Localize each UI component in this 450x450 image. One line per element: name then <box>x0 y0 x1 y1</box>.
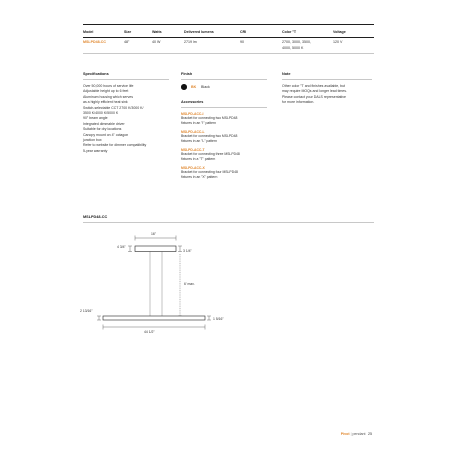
accessory-code: MSLPD-ACC-X <box>181 166 205 170</box>
spec-item: Integrated dimmable driver <box>83 121 125 126</box>
accessory-description: Bracket for connecting three MSLPD48 <box>181 152 240 156</box>
note-line: Please contact your DALS representative <box>282 94 347 99</box>
footer-page-number: 25 <box>368 432 372 436</box>
spec-item: 3500 K/4000 K/5000 K <box>83 111 119 116</box>
spec-item: Switch-selectable CCT 2700 K/3000 K/ <box>83 105 144 110</box>
accessory-code: MSLPD-ACC-L <box>181 130 205 134</box>
col-header-voltage: Voltage <box>333 30 346 34</box>
dim-cable-length: 6' max. <box>184 282 195 286</box>
spec-item: 90° beam angle <box>83 116 108 121</box>
col-header-size: Size <box>124 30 132 34</box>
spec-item: as a highly efficient heat sink <box>83 100 128 105</box>
dim-fixture-depth: 1 5/16" <box>213 317 224 321</box>
accessory-code: MSLPD-ACC-I <box>181 112 204 116</box>
cell-voltage: 120 V <box>333 40 343 44</box>
spec-item: Refer to website for dimmer compatibility <box>83 143 147 148</box>
dim-fixture-height: 2 13/16" <box>80 309 93 313</box>
accessory-description: fixtures in an "X" pattern <box>181 174 218 179</box>
note-heading: Note <box>282 72 291 76</box>
dim-canopy-height: 4 3/4" <box>117 245 126 249</box>
spec-item: Aluminum housing which serves <box>83 94 133 99</box>
note-line: Other color °T and finishes available, but <box>282 84 346 88</box>
specifications-heading: Specifications <box>83 72 109 76</box>
accessory-description: Bracket for connecting two MSLPD48 <box>181 134 238 138</box>
accessories-heading: Accessories <box>181 100 204 104</box>
col-header-color: Color °T <box>282 30 297 34</box>
cell-watts: 40 W <box>152 40 161 44</box>
cell-size: 48" <box>124 40 130 44</box>
accessory-code: MSLPD-ACC-T <box>181 148 205 152</box>
spec-item: Over 50,000 hours of service life <box>83 84 134 88</box>
footer-separator: | <box>350 432 353 436</box>
note-line: for more information. <box>282 100 315 105</box>
page-footer <box>300 432 372 436</box>
finish-code: BK <box>191 85 197 89</box>
accessory-description: Bracket for connecting two MSLPD48 <box>181 116 238 120</box>
accessory-description: Bracket for connecting four MSLPD48 <box>181 170 238 174</box>
cell-cri: 90 <box>240 40 244 44</box>
finish-heading: Finish <box>181 72 193 76</box>
accessory-description: fixtures in a "T" pattern <box>181 156 216 161</box>
spec-item: Suitable for dry locations <box>83 127 122 132</box>
cell-color-t-2: 4000, 5000 K <box>282 45 304 50</box>
col-header-watts: Watts <box>152 30 162 34</box>
dim-fixture-length: 44 1/2" <box>144 330 155 334</box>
accessory-description: fixtures in an "I" pattern <box>181 120 217 125</box>
diagram-title: MSLPD48-CC <box>83 215 108 219</box>
footer-section: pendant <box>352 432 366 436</box>
finish-name: Black <box>201 85 210 89</box>
col-header-cri: CRI <box>240 30 247 34</box>
fixture-body <box>103 316 205 320</box>
col-header-model: Model <box>83 30 94 34</box>
note-line: may require MOQs and longer lead times. <box>282 89 347 94</box>
spec-item: junction box <box>83 138 102 143</box>
dim-canopy-width: 16" <box>151 232 156 236</box>
cell-lumens: 2719 lm <box>184 40 197 44</box>
spec-item: Canopy mount on 4" octagon <box>83 132 129 137</box>
spec-item: Adjustable height up to 6 feet <box>83 89 129 94</box>
accessory-description: fixtures in an "L" pattern <box>181 138 217 143</box>
cell-model: MSLPD48-CC <box>83 40 106 44</box>
spec-item: 5-year warranty <box>83 148 108 153</box>
cell-color-t-1: 2700, 3000, 3500, <box>282 40 311 44</box>
canopy-body <box>135 246 176 252</box>
footer-brand: Pivot <box>340 432 350 436</box>
col-header-lumens: Delivered lumens <box>184 30 214 34</box>
dim-canopy-depth: 3 1/4" <box>183 249 192 253</box>
